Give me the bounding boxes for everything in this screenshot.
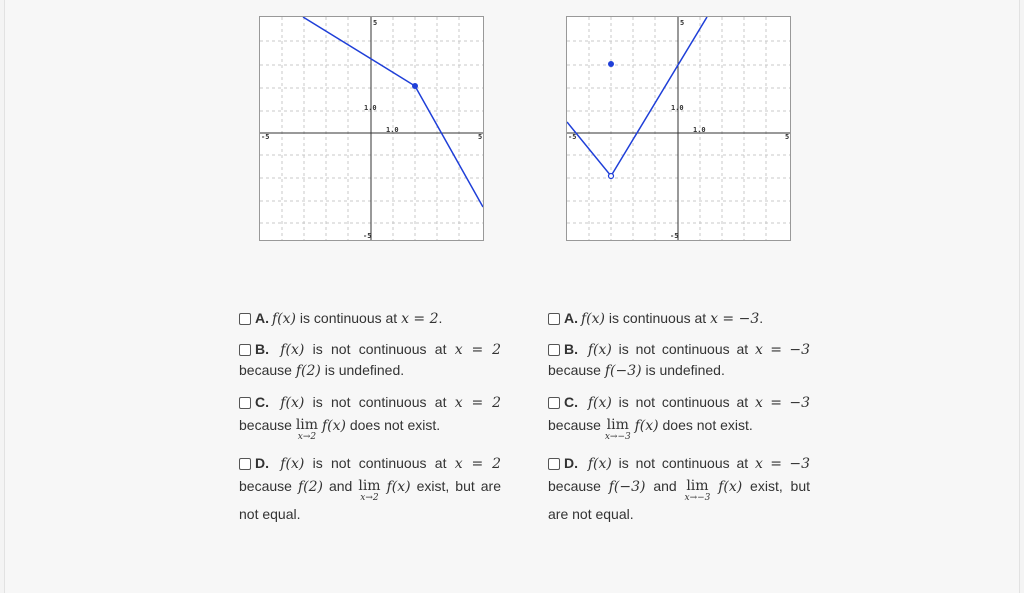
lim-sub: x→2 [360, 493, 379, 503]
math: x = −3 [754, 342, 810, 358]
x-min-label: -5 [261, 133, 270, 141]
math: x = 2 [401, 311, 439, 327]
question-panel [4, 0, 1020, 593]
lim-text: lim [606, 417, 629, 433]
closed-point [412, 83, 418, 89]
option-letter: C. [255, 394, 269, 410]
y-max-label: 5 [680, 19, 685, 27]
text: because [548, 362, 605, 378]
math: x = −3 [710, 311, 760, 327]
text: is not continuous at [611, 455, 755, 471]
math: x = −3 [754, 456, 810, 472]
x-max-label: 5 [785, 133, 790, 141]
limit [358, 479, 380, 503]
text: is continuous at [605, 310, 711, 326]
left-options [239, 308, 501, 535]
checkbox[interactable] [239, 397, 251, 409]
limit [605, 418, 631, 442]
y-min-label: -5 [363, 232, 372, 240]
math: f(x) [321, 418, 346, 434]
checkbox[interactable] [548, 397, 560, 409]
math: f(x) [587, 395, 612, 411]
math: f(x) [280, 342, 305, 358]
scale-y-label: 1.0 [671, 104, 684, 112]
text: and [322, 478, 359, 494]
option-a[interactable] [548, 308, 810, 329]
right-options [548, 308, 810, 535]
math: f(2) [295, 363, 321, 379]
option-letter: A. [255, 310, 269, 326]
lim-sub: x→−3 [604, 432, 631, 442]
text: . [759, 310, 764, 326]
option-b[interactable] [548, 339, 810, 381]
option-letter: D. [564, 455, 578, 471]
math: f(x) [280, 395, 305, 411]
option-letter: B. [255, 341, 269, 357]
text: and [645, 478, 685, 494]
text: is continuous at [296, 310, 402, 326]
left-graph-svg [260, 17, 483, 240]
math: f(x) [718, 479, 743, 495]
math: f(x) [587, 342, 612, 358]
math: f(x) [587, 456, 612, 472]
text: because [239, 362, 296, 378]
math: f(x) [386, 479, 411, 495]
text: is not continuous at [611, 341, 755, 357]
checkbox[interactable] [239, 344, 251, 356]
text: because [548, 417, 605, 433]
lim-text: lim [295, 417, 319, 433]
text: because [239, 417, 296, 433]
text: . [438, 310, 443, 326]
checkbox[interactable] [548, 313, 560, 325]
math: f(2) [297, 479, 323, 495]
lim-sub: x→−3 [684, 493, 711, 503]
text: does not exist. [658, 417, 753, 433]
checkbox[interactable] [239, 458, 251, 470]
option-letter: D. [255, 455, 269, 471]
limit [296, 418, 318, 442]
lim-text: lim [358, 478, 381, 494]
math: f(x) [280, 456, 305, 472]
math: f(x) [272, 311, 297, 327]
text: is undefined. [320, 362, 405, 378]
text: does not exist. [345, 417, 441, 433]
right-graph-svg [567, 17, 790, 240]
limit [685, 479, 711, 503]
scale-y-label: 1.0 [364, 104, 377, 112]
math: x = −3 [754, 395, 810, 411]
x-max-label: 5 [478, 133, 483, 141]
math: f(−3) [608, 479, 646, 495]
math: x = 2 [454, 395, 501, 411]
option-letter: C. [564, 394, 578, 410]
closed-point [608, 61, 614, 67]
math: x = 2 [454, 342, 501, 358]
option-b[interactable] [239, 339, 501, 381]
text: because [548, 478, 609, 494]
text: exist, but are not equal. [239, 478, 502, 522]
text: because [239, 478, 298, 494]
checkbox[interactable] [239, 313, 251, 325]
text: is not continuous at [304, 341, 455, 357]
text: is not continuous at [304, 394, 455, 410]
y-max-label: 5 [373, 19, 378, 27]
option-d[interactable] [548, 452, 810, 525]
scale-x-label: 1.0 [386, 126, 399, 134]
option-d[interactable] [239, 452, 501, 525]
math: x = 2 [454, 456, 501, 472]
lim-text: lim [686, 478, 709, 494]
scale-x-label: 1.0 [693, 126, 706, 134]
open-point [609, 174, 614, 179]
left-graph [259, 16, 484, 241]
math: f(−3) [604, 363, 642, 379]
y-min-label: -5 [670, 232, 679, 240]
option-letter: A. [564, 310, 578, 326]
option-c[interactable] [548, 391, 810, 442]
option-letter: B. [564, 341, 578, 357]
checkbox[interactable] [548, 344, 560, 356]
option-c[interactable] [239, 391, 501, 442]
text: is undefined. [641, 362, 725, 378]
text: is not continuous at [304, 455, 455, 471]
checkbox[interactable] [548, 458, 560, 470]
lim-sub: x→2 [297, 432, 317, 442]
option-a[interactable] [239, 308, 501, 329]
text: exist, but are not equal. [548, 478, 811, 522]
math: f(x) [581, 311, 606, 327]
x-min-label: -5 [568, 133, 577, 141]
right-graph [566, 16, 791, 241]
math: f(x) [634, 418, 659, 434]
text: is not continuous at [611, 394, 755, 410]
